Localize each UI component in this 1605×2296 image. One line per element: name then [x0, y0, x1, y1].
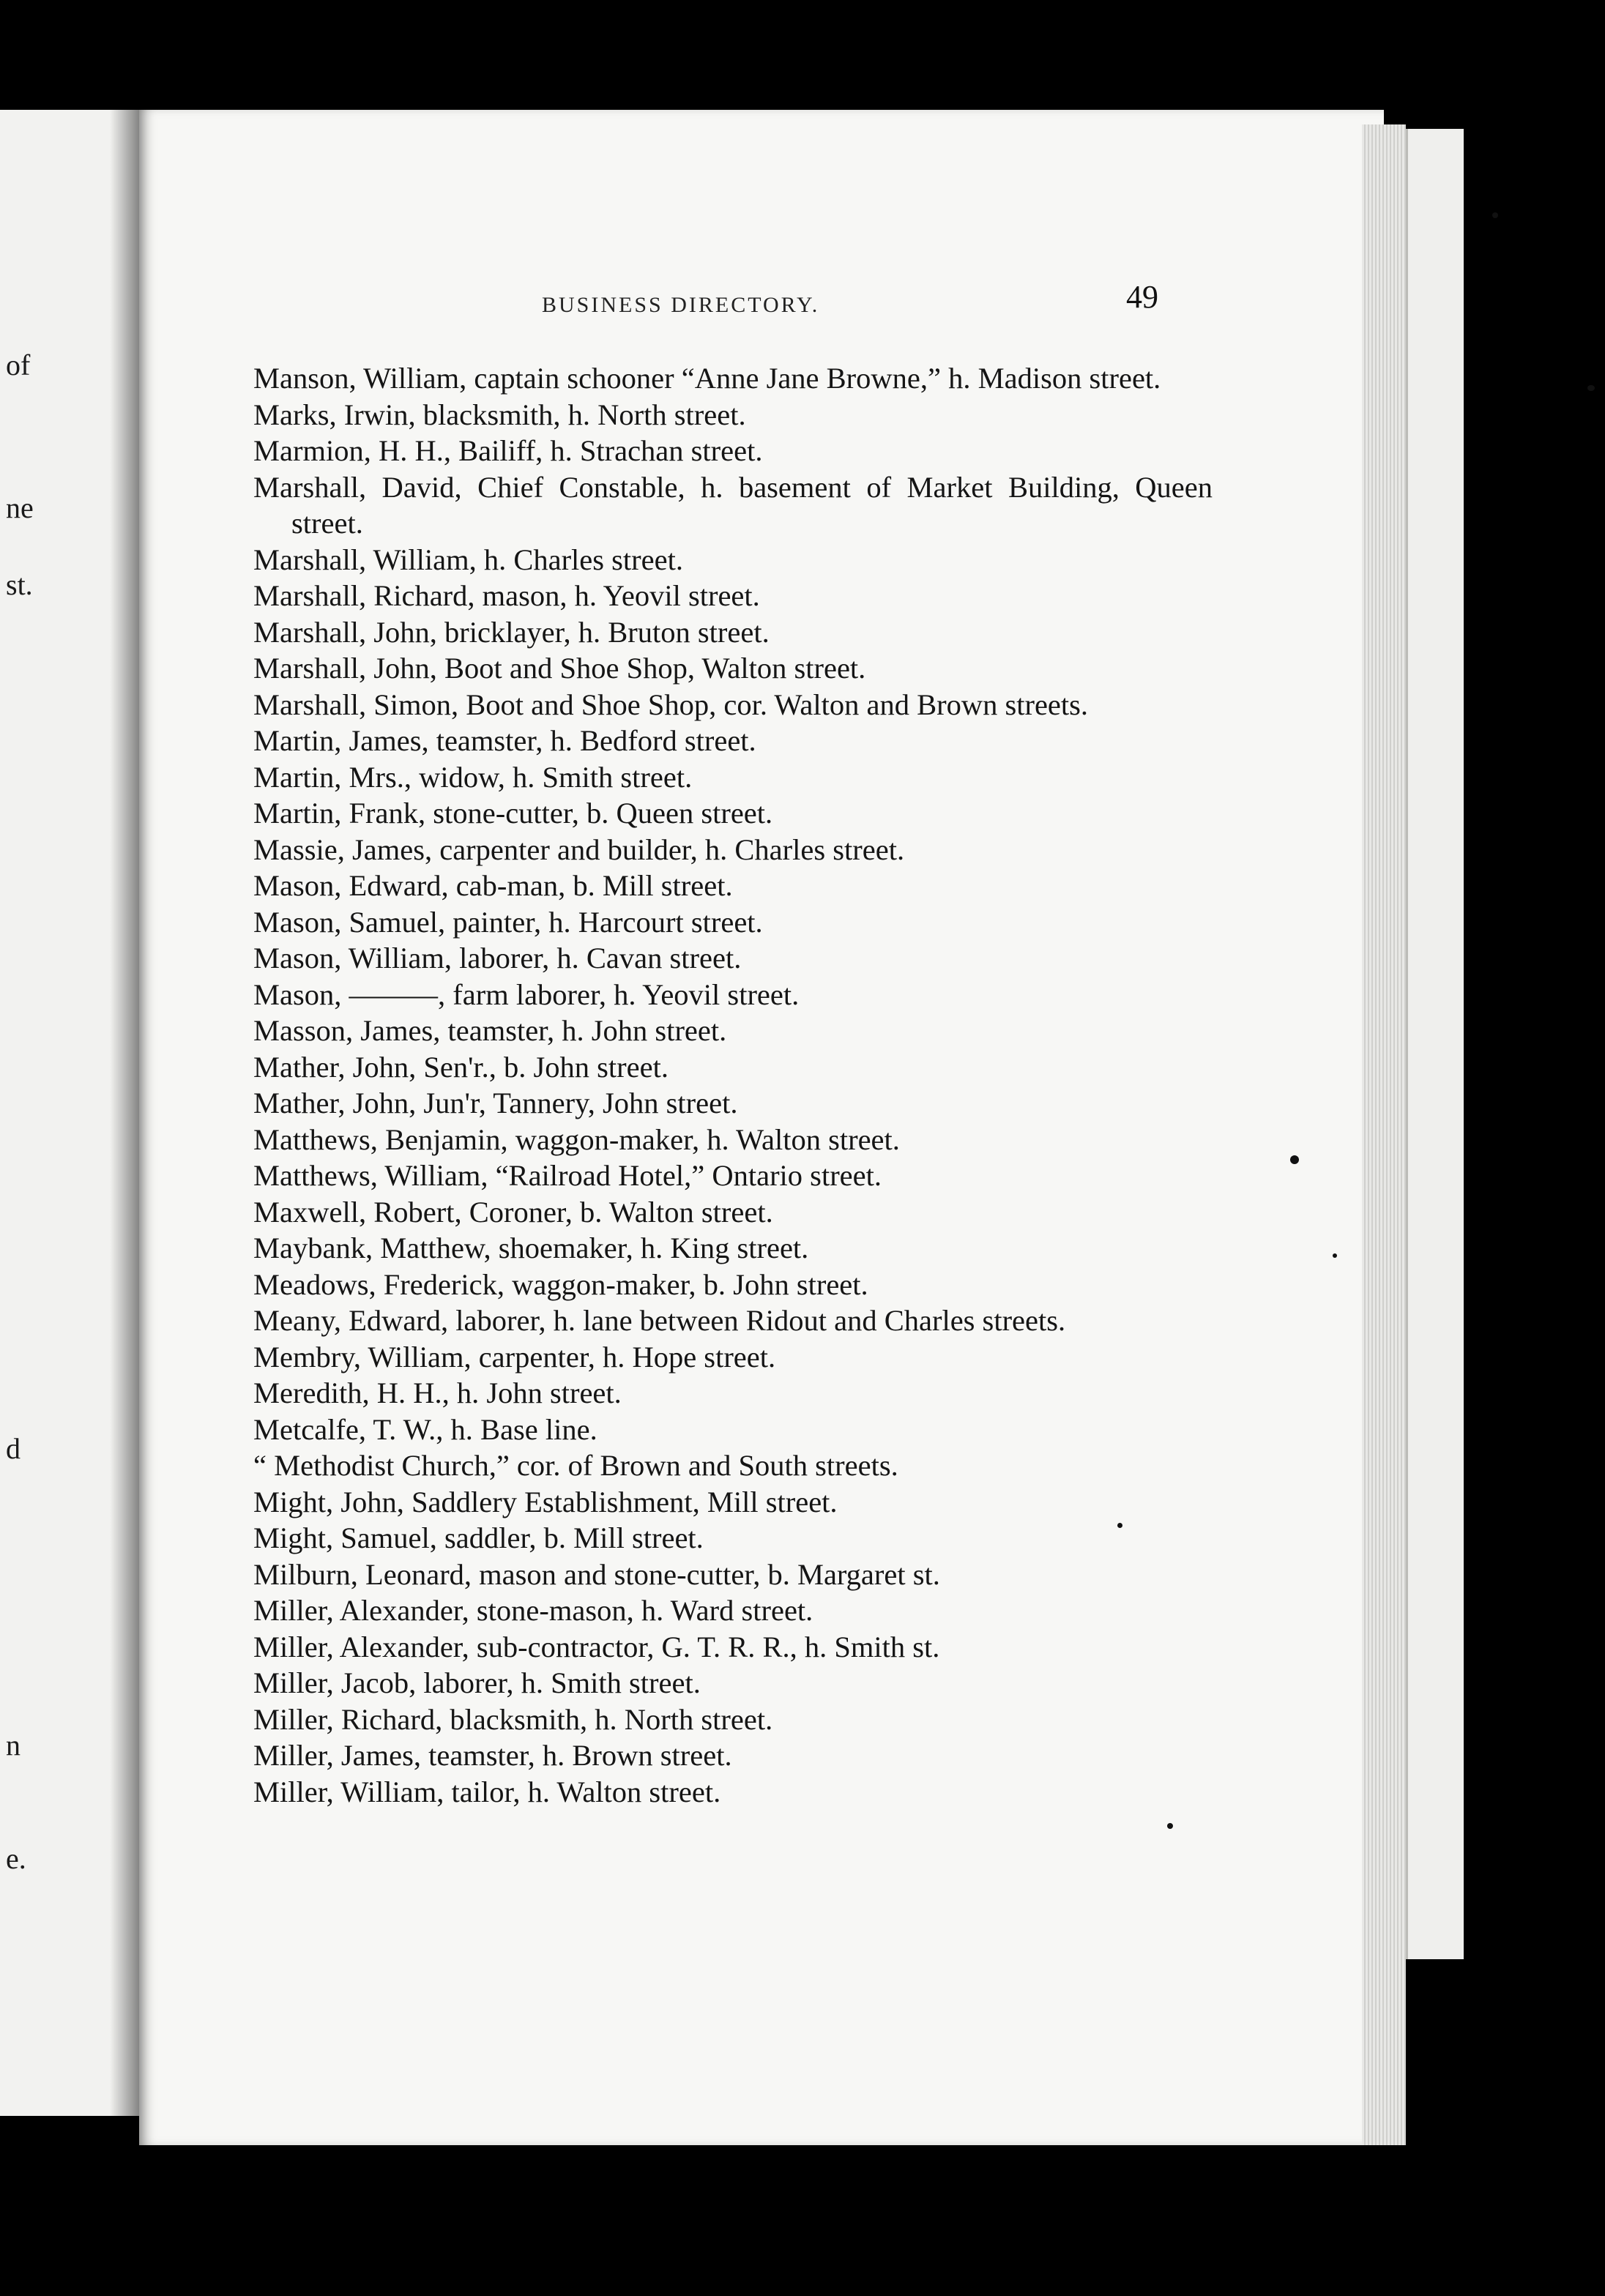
speck: [1167, 1823, 1173, 1829]
directory-entry: Mason, Edward, cab-man, b. Mill street.: [253, 869, 733, 902]
directory-entry: Marshall, John, bricklayer, h. Bruton street.: [253, 615, 770, 649]
directory-entry: Miller, Alexander, sub-contractor, G. T. R. R., h. Smith st.: [253, 1630, 940, 1663]
directory-entry: Membry, William, carpenter, h. Hope street.: [253, 1340, 776, 1374]
facing-page-fragment: ne: [6, 491, 34, 524]
directory-entry: Masson, James, teamster, h. John street.: [253, 1014, 727, 1047]
directory-entry: Meany, Edward, laborer, h. lane between Ridout and Charles streets.: [253, 1304, 1066, 1337]
directory-entry: Matthews, Benjamin, waggon-maker, h. Walton street.: [253, 1122, 900, 1156]
directory-entry: Martin, Frank, stone-cutter, b. Queen street.: [253, 797, 773, 830]
facing-page-fragment: n: [6, 1729, 21, 1762]
directory-entry: Matthews, William, “Railroad Hotel,” Ontario street.: [253, 1159, 882, 1192]
directory-entry: Marshall, William, h. Charles street.: [253, 543, 683, 576]
directory-entry: Martin, Mrs., widow, h. Smith street.: [253, 760, 693, 794]
directory-entry: Meredith, H. H., h. John street.: [253, 1376, 622, 1409]
directory-entry: Mather, John, Jun'r, Tannery, John street.: [253, 1086, 738, 1119]
directory-entry: Mather, John, Sen'r., b. John street.: [253, 1050, 669, 1084]
page-number: 49: [1126, 279, 1158, 315]
directory-entry: Manson, William, captain schooner “Anne Jane Browne,” h. Madison street.: [253, 362, 1161, 395]
directory-entry: Miller, Richard, blacksmith, h. North street.: [253, 1702, 773, 1736]
speck: [1333, 1253, 1337, 1258]
facing-page-fragment: d: [6, 1432, 21, 1465]
directory-entry: Mason, William, laborer, h. Cavan street.: [253, 942, 742, 974]
directory-entries: [253, 360, 1213, 1810]
page-edge: [1362, 124, 1406, 2145]
directory-entry: Might, John, Saddlery Establishment, Mill street.: [253, 1485, 838, 1518]
speck: [1117, 1523, 1122, 1528]
facing-page-fragment: st.: [6, 568, 33, 601]
gutter-shadow: [110, 110, 139, 2116]
speck: [1492, 212, 1498, 218]
directory-entry: Marmion, H. H., Bailiff, h. Strachan street.: [253, 434, 763, 467]
directory-entry: Massie, James, carpenter and builder, h. Charles street.: [253, 832, 905, 866]
directory-entry: “ Methodist Church,” cor. of Brown and South streets.: [253, 1449, 898, 1482]
facing-page: [0, 110, 139, 2116]
facing-page-fragment: e.: [6, 1842, 26, 1875]
directory-entry: Miller, William, tailor, h. Walton street.: [253, 1775, 721, 1808]
facing-page-fragment: of: [6, 348, 31, 381]
speck: [1587, 385, 1595, 391]
page-edge-back: [1406, 129, 1464, 1959]
directory-entry: Maxwell, Robert, Coroner, b. Walton street.: [253, 1195, 773, 1229]
directory-entry: Martin, James, teamster, h. Bedford street.: [253, 724, 756, 757]
running-head: BUSINESS DIRECTORY.: [542, 293, 820, 317]
directory-entry: Marshall, David, Chief Constable, h. basement of Market Building, Queen street.: [253, 470, 1213, 540]
directory-entry: Marshall, John, Boot and Shoe Shop, Walton street.: [253, 652, 866, 685]
speck: [1290, 1155, 1299, 1164]
directory-entry: Miller, Jacob, laborer, h. Smith street.: [253, 1666, 701, 1699]
directory-entry: Might, Samuel, saddler, b. Mill street.: [253, 1521, 704, 1554]
directory-entry: Metcalfe, T. W., h. Base line.: [253, 1412, 597, 1446]
directory-entry: Marshall, Richard, mason, h. Yeovil street.: [253, 579, 760, 612]
directory-entry: Meadows, Frederick, waggon-maker, b. John street.: [253, 1267, 868, 1301]
directory-entry: Marks, Irwin, blacksmith, h. North street.: [253, 398, 746, 431]
directory-entry: Maybank, Matthew, shoemaker, h. King street.: [253, 1231, 809, 1264]
directory-entry: Miller, Alexander, stone-mason, h. Ward street.: [253, 1594, 813, 1627]
directory-entry: Mason, ———, farm laborer, h. Yeovil street.: [253, 977, 800, 1011]
directory-entry: Milburn, Leonard, mason and stone-cutter, b. Margaret st.: [253, 1557, 940, 1591]
directory-entry: Marshall, Simon, Boot and Shoe Shop, cor. Walton and Brown streets.: [253, 687, 1089, 721]
directory-entry: Mason, Samuel, painter, h. Harcourt street.: [253, 905, 763, 939]
directory-entry: Miller, James, teamster, h. Brown street.: [253, 1739, 732, 1772]
